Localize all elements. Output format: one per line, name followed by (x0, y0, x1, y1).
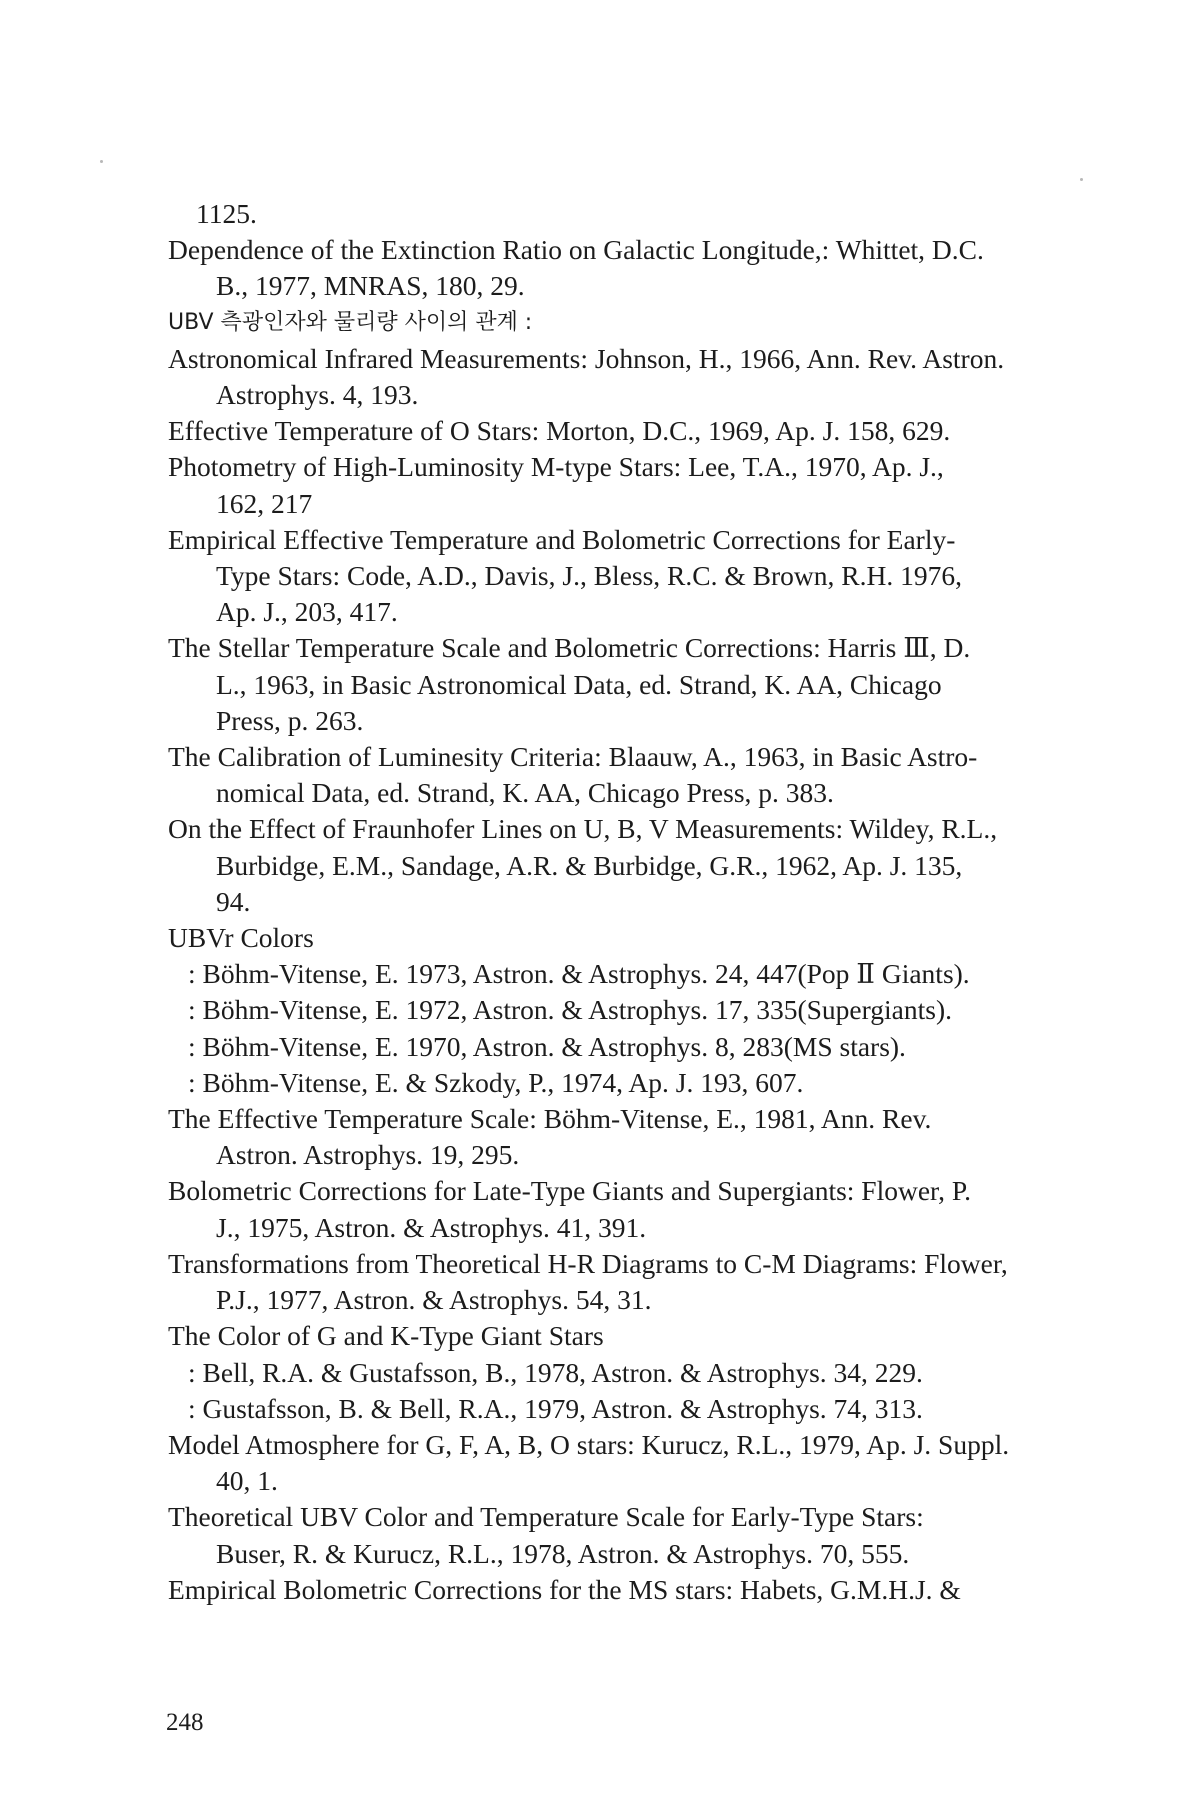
reference-list (168, 196, 1038, 1608)
korean-section-heading: UBV 측광인자와 물리량 사이의 관계 : (168, 309, 533, 335)
scan-speck (1080, 178, 1083, 181)
reference-line: : Böhm-Vitense, E. 1970, Astron. & Astrophys. 8, 283(MS stars). (188, 1030, 906, 1062)
reference-line: Press, p. 263. (216, 704, 364, 736)
reference-line: Model Atmosphere for G, F, A, B, O stars: Kurucz, R.L., 1979, Ap. J. Suppl. (168, 1428, 1010, 1460)
reference-line: : Böhm-Vitense, E. & Szkody, P., 1974, Ap. J. 193, 607. (188, 1066, 804, 1098)
page-number: 248 (166, 1709, 204, 1736)
reference-line: : Bell, R.A. & Gustafsson, B., 1978, Astron. & Astrophys. 34, 229. (188, 1356, 923, 1388)
reference-line: 40, 1. (216, 1465, 278, 1497)
reference-line: 162, 217 (216, 487, 313, 519)
reference-line: On the Effect of Fraunhofer Lines on U, B, V Measurements: Wildey, R.L., (168, 813, 998, 845)
reference-line: : Böhm-Vitense, E. 1972, Astron. & Astrophys. 17, 335(Supergiants). (188, 994, 952, 1026)
continued-item-number: 1125. (196, 198, 257, 229)
reference-line: Type Stars: Code, A.D., Davis, J., Bless, R.C. & Brown, R.H. 1976, (216, 560, 962, 592)
reference-line: The Calibration of Luminesity Criteria: Blaauw, A., 1963, in Basic Astro- (168, 741, 978, 773)
reference-line: The Stellar Temperature Scale and Bolometric Corrections: Harris Ⅲ, D. (168, 632, 971, 664)
reference-line: : Böhm-Vitense, E. 1973, Astron. & Astrophys. 24, 447(Pop Ⅱ Giants). (188, 958, 970, 990)
reference-line: Burbidge, E.M., Sandage, A.R. & Burbidge, G.R., 1962, Ap. J. 135, (216, 849, 963, 881)
scan-speck (100, 160, 103, 163)
reference-line: Effective Temperature of O Stars: Morton, D.C., 1969, Ap. J. 158, 629. (168, 415, 951, 447)
reference-line: nomical Data, ed. Strand, K. AA, Chicago Press, p. 383. (216, 777, 834, 809)
reference-line: B., 1977, MNRAS, 180, 29. (216, 270, 525, 302)
reference-line: The Effective Temperature Scale: Böhm-Vitense, E., 1981, Ann. Rev. (168, 1103, 932, 1135)
reference-line: Dependence of the Extinction Ratio on Galactic Longitude,: Whittet, D.C. (168, 234, 984, 266)
reference-line: P.J., 1977, Astron. & Astrophys. 54, 31. (216, 1284, 652, 1316)
reference-line: Ap. J., 203, 417. (216, 596, 398, 628)
reference-line: J., 1975, Astron. & Astrophys. 41, 391. (216, 1211, 647, 1243)
reference-line: : Gustafsson, B. & Bell, R.A., 1979, Astron. & Astrophys. 74, 313. (188, 1392, 923, 1424)
reference-line: Astron. Astrophys. 19, 295. (216, 1139, 520, 1171)
reference-line: Photometry of High-Luminosity M-type Stars: Lee, T.A., 1970, Ap. J., (168, 451, 944, 483)
reference-line: L., 1963, in Basic Astronomical Data, ed. Strand, K. AA, Chicago (216, 668, 942, 700)
reference-line: Bolometric Corrections for Late-Type Giants and Supergiants: Flower, P. (168, 1175, 971, 1207)
reference-line: Transformations from Theoretical H-R Diagrams to C-M Diagrams: Flower, (168, 1247, 1008, 1279)
reference-line: Astrophys. 4, 193. (216, 379, 419, 411)
reference-line: Empirical Effective Temperature and Bolometric Corrections for Early- (168, 523, 956, 555)
reference-line: Theoretical UBV Color and Temperature Scale for Early-Type Stars: (168, 1501, 924, 1533)
reference-group-heading: The Color of G and K-Type Giant Stars (168, 1320, 604, 1352)
reference-line: Buser, R. & Kurucz, R.L., 1978, Astron. & Astrophys. 70, 555. (216, 1537, 910, 1569)
reference-line: Astronomical Infrared Measurements: Johnson, H., 1966, Ann. Rev. Astron. (168, 342, 1005, 374)
reference-group-heading: UBVr Colors (168, 922, 314, 954)
reference-line: 94. (216, 885, 251, 917)
reference-line: Empirical Bolometric Corrections for the MS stars: Habets, G.M.H.J. & (168, 1573, 961, 1605)
